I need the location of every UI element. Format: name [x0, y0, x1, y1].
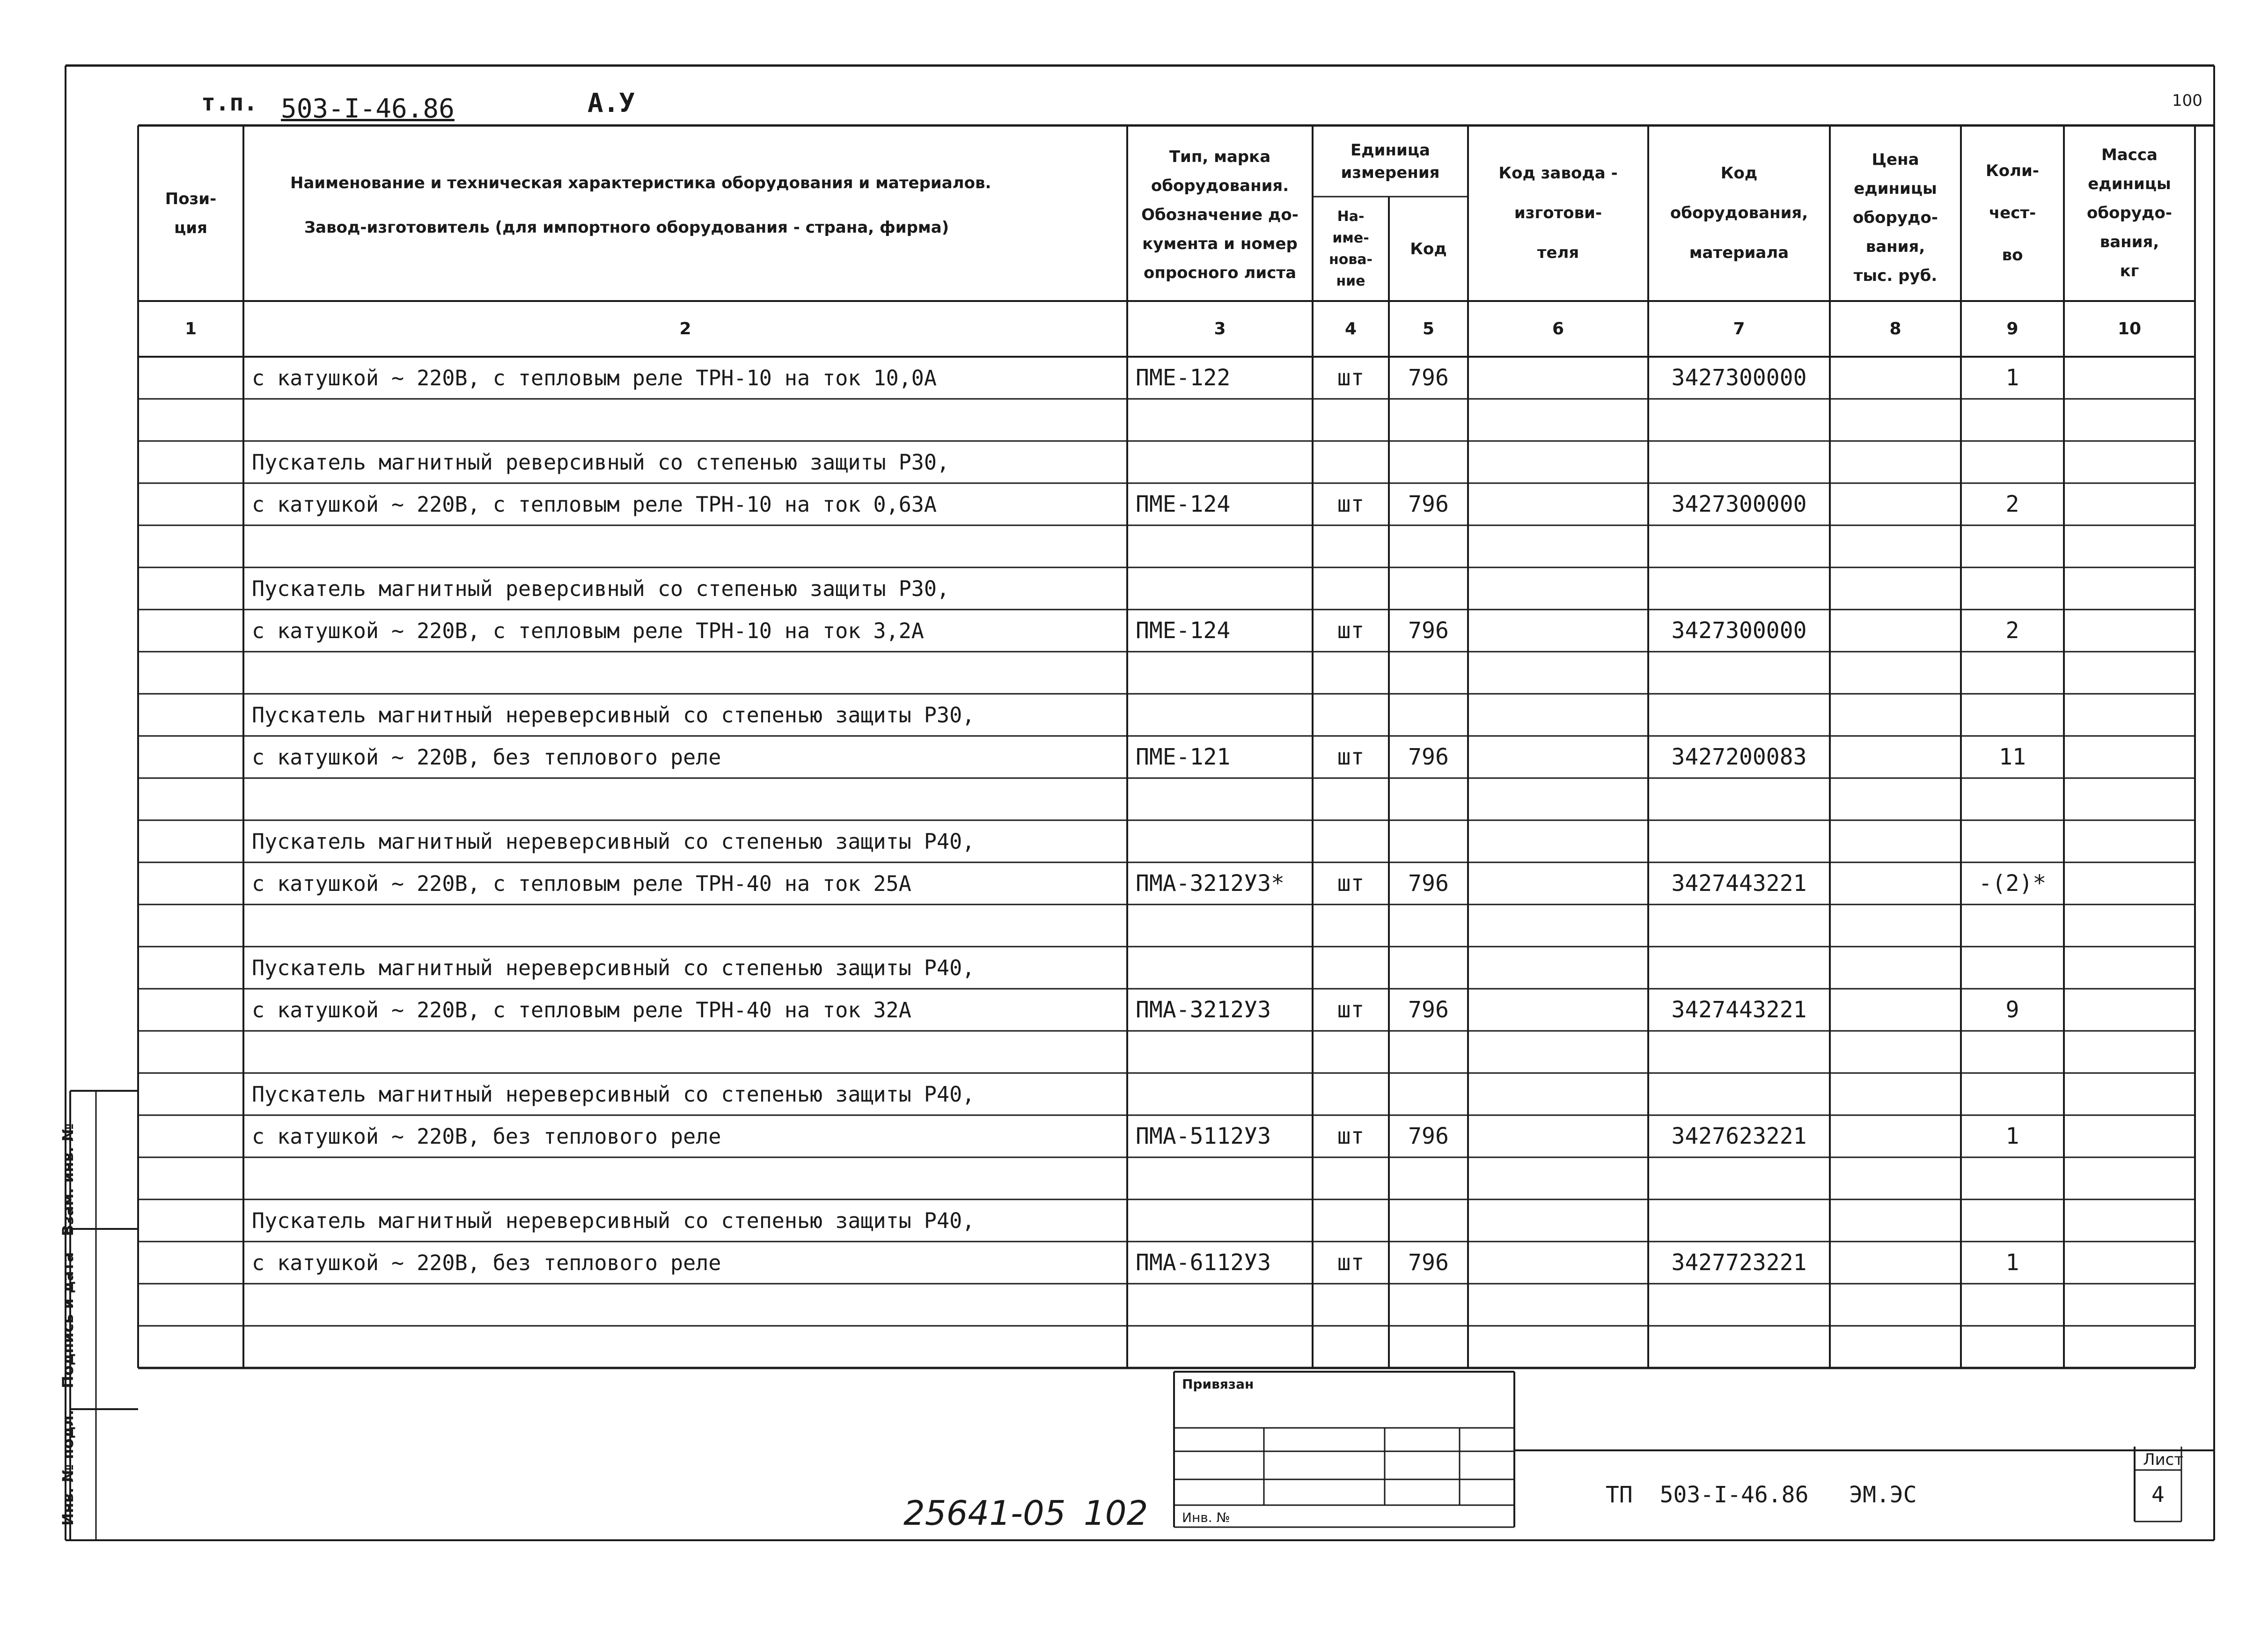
item-material-code-cell: 3427723221 [1671, 1250, 1807, 1276]
item-name-cell [252, 1031, 1127, 1073]
item-quantity-cell [1961, 441, 2064, 483]
item-name-cell [252, 778, 1127, 820]
header-unit-group: Единица измерения [1341, 141, 1440, 182]
side-label-inv: Инв. № подл. [59, 1410, 77, 1526]
item-unit-code-cell [1389, 399, 1468, 441]
item-quantity-cell: 1 [2005, 365, 2019, 391]
item-name-cell [252, 525, 1127, 567]
item-quantity-cell [1961, 904, 2064, 947]
item-material-code-cell [1648, 1199, 1830, 1242]
item-type-cell [1136, 1199, 1313, 1242]
item-name-cell: с катушкой ~ 220В, без теплового реле [252, 1250, 721, 1275]
item-name-cell: Пускатель магнитный нереверсивный со степенью защиты Р40, [252, 1081, 975, 1107]
item-unit-code-cell: 796 [1408, 744, 1449, 770]
item-unit-cell [1313, 694, 1389, 736]
item-type-cell: ПМА-3212У3 [1136, 997, 1271, 1023]
item-quantity-cell [1961, 1284, 2064, 1326]
sheet-label: Лист [2143, 1450, 2184, 1469]
title-code: ТП 503-I-46.86 ЭМ.ЭС [1606, 1482, 1917, 1508]
item-unit-cell: шт [1337, 1123, 1365, 1149]
item-type-cell [1136, 1031, 1313, 1073]
item-quantity-cell [1961, 1157, 2064, 1199]
item-unit-cell [1313, 820, 1389, 862]
item-material-code-cell: 3427300000 [1671, 491, 1807, 517]
item-unit-code-cell: 796 [1408, 1123, 1449, 1149]
item-quantity-cell: -(2)* [1978, 870, 2047, 897]
item-unit-code-cell [1389, 1073, 1468, 1115]
item-type-cell [1136, 567, 1313, 610]
item-material-code-cell [1648, 1073, 1830, 1115]
item-material-code-cell [1648, 525, 1830, 567]
item-quantity-cell: 9 [2005, 997, 2019, 1023]
side-label-vzam: Взам. инв. № [59, 1123, 77, 1236]
item-type-cell: ПМЕ-121 [1136, 744, 1231, 770]
item-unit-cell [1313, 652, 1389, 694]
header-equipment-code: Код оборудования, материала [1670, 163, 1808, 262]
item-quantity-cell: 11 [1999, 744, 2026, 770]
header-type: Тип, марка оборудования. Обозначение до- кумента и номер опросного листа [1141, 147, 1299, 282]
item-type-cell [1136, 1326, 1313, 1368]
item-name-cell: с катушкой ~ 220В, с тепловым реле ТРН-10 на ток 0,63А [252, 492, 937, 517]
item-name-cell: Пускатель магнитный нереверсивный со степенью защиты Р40, [252, 955, 975, 980]
item-unit-cell [1313, 1326, 1389, 1368]
document-number: 25641-05 [903, 1493, 1066, 1533]
side-label-podpis: Подпись и дата [59, 1252, 77, 1389]
column-number: 10 [2117, 319, 2142, 338]
item-type-cell [1136, 778, 1313, 820]
item-name-cell: с катушкой ~ 220В, без теплового реле [252, 744, 721, 770]
item-type-cell [1136, 1284, 1313, 1326]
tp-label: т.п. [201, 89, 258, 116]
column-number: 5 [1422, 319, 1435, 338]
item-unit-cell: шт [1337, 997, 1365, 1023]
item-type-cell: ПМЕ-124 [1136, 618, 1231, 644]
item-quantity-cell [1961, 399, 2064, 441]
item-type-cell [1136, 820, 1313, 862]
item-unit-code-cell: 796 [1408, 618, 1449, 644]
item-quantity-cell [1961, 694, 2064, 736]
item-type-cell [1136, 652, 1313, 694]
header-mass: Масса единицы оборудо- вания, кг [2087, 146, 2172, 280]
item-unit-code-cell [1389, 947, 1468, 989]
item-unit-code-cell [1389, 1199, 1468, 1242]
item-unit-cell [1313, 1031, 1389, 1073]
item-unit-cell [1313, 1157, 1389, 1199]
item-quantity-cell [1961, 778, 2064, 820]
item-name-cell: с катушкой ~ 220В, с тепловым реле ТРН-10 на ток 3,2А [252, 618, 924, 643]
item-quantity-cell [1961, 1326, 2064, 1368]
item-unit-code-cell [1389, 441, 1468, 483]
item-type-cell: ПМЕ-122 [1136, 365, 1231, 391]
header-position: Пози- ция [165, 189, 217, 237]
item-type-cell: ПМА-5112У3 [1136, 1123, 1271, 1149]
item-material-code-cell [1648, 1157, 1830, 1199]
item-unit-code-cell [1389, 904, 1468, 947]
item-name-cell: Пускатель магнитный нереверсивный со степенью защиты Р40, [252, 1208, 975, 1233]
item-quantity-cell [1961, 1199, 2064, 1242]
item-material-code-cell [1648, 694, 1830, 736]
item-name-cell [252, 1326, 1127, 1368]
item-type-cell [1136, 947, 1313, 989]
item-name-cell: с катушкой ~ 220В, с тепловым реле ТРН-10 на ток 10,0А [252, 365, 937, 390]
column-number: 4 [1344, 319, 1357, 338]
item-type-cell [1136, 441, 1313, 483]
column-number: 9 [2006, 319, 2018, 338]
item-unit-cell: шт [1337, 1250, 1365, 1276]
item-name-cell: с катушкой ~ 220В, с тепловым реле ТРН-40 на ток 25А [252, 871, 911, 896]
column-number: 6 [1552, 319, 1564, 338]
item-quantity-cell [1961, 567, 2064, 610]
item-unit-cell: шт [1337, 618, 1365, 644]
item-name-cell [252, 1284, 1127, 1326]
item-unit-cell [1313, 525, 1389, 567]
header-unit-name: На- име- нова- ние [1329, 208, 1373, 289]
item-unit-code-cell: 796 [1408, 997, 1449, 1023]
column-number: 2 [679, 319, 691, 338]
item-name-cell: с катушкой ~ 220В, с тепловым реле ТРН-40 на ток 32А [252, 997, 911, 1022]
corner-number: 100 [2172, 91, 2202, 110]
header-price: Цена единицы оборудо- вания, тыс. руб. [1853, 150, 1938, 285]
item-unit-code-cell: 796 [1408, 870, 1449, 897]
item-quantity-cell [1961, 525, 2064, 567]
item-quantity-cell [1961, 947, 2064, 989]
item-name-cell [252, 904, 1127, 947]
privyazan-label: Привязан [1182, 1376, 1254, 1392]
header-name-line1: Наименование и техническая характеристика оборудования и материалов. [290, 174, 991, 192]
tp-number: 503-I-46.86 [281, 94, 455, 124]
item-unit-code-cell [1389, 567, 1468, 610]
item-unit-cell [1313, 1073, 1389, 1115]
item-unit-code-cell: 796 [1408, 365, 1449, 391]
item-material-code-cell [1648, 820, 1830, 862]
item-unit-cell [1313, 778, 1389, 820]
item-material-code-cell: 3427300000 [1671, 618, 1807, 644]
item-unit-cell [1313, 441, 1389, 483]
item-unit-code-cell: 796 [1408, 491, 1449, 517]
item-unit-code-cell [1389, 652, 1468, 694]
item-material-code-cell [1648, 441, 1830, 483]
item-type-cell: ПМЕ-124 [1136, 491, 1231, 517]
item-material-code-cell [1648, 567, 1830, 610]
item-name-cell [252, 399, 1127, 441]
column-number: 8 [1889, 319, 1901, 338]
item-quantity-cell: 2 [2005, 491, 2019, 517]
item-material-code-cell [1648, 1326, 1830, 1368]
header-unit-code: Код [1410, 239, 1447, 258]
item-material-code-cell: 3427300000 [1671, 365, 1807, 391]
section-code: А.У [587, 88, 635, 118]
item-material-code-cell [1648, 947, 1830, 989]
item-quantity-cell: 2 [2005, 618, 2019, 644]
item-material-code-cell: 3427623221 [1671, 1123, 1807, 1149]
item-material-code-cell: 3427443221 [1671, 997, 1807, 1023]
item-name-cell: с катушкой ~ 220В, без теплового реле [252, 1124, 721, 1149]
header-name-line2: Завод-изготовитель (для импортного оборудования - страна, фирма) [304, 218, 949, 237]
item-material-code-cell: 3427200083 [1671, 744, 1807, 770]
item-unit-cell: шт [1337, 365, 1365, 391]
item-unit-cell [1313, 947, 1389, 989]
item-name-cell: Пускатель магнитный нереверсивный со степенью защиты Р40, [252, 829, 975, 854]
item-material-code-cell [1648, 904, 1830, 947]
item-unit-cell [1313, 567, 1389, 610]
item-unit-cell [1313, 399, 1389, 441]
column-number: 3 [1214, 319, 1226, 338]
item-material-code-cell [1648, 652, 1830, 694]
item-type-cell [1136, 399, 1313, 441]
item-unit-code-cell [1389, 1157, 1468, 1199]
item-type-cell [1136, 694, 1313, 736]
item-unit-code-cell: 796 [1408, 1250, 1449, 1276]
item-material-code-cell [1648, 778, 1830, 820]
item-quantity-cell: 1 [2005, 1123, 2019, 1149]
item-type-cell [1136, 525, 1313, 567]
item-material-code-cell [1648, 1284, 1830, 1326]
sheet-number: 4 [2151, 1482, 2165, 1507]
item-material-code-cell [1648, 399, 1830, 441]
item-unit-cell [1313, 1284, 1389, 1326]
item-type-cell: ПМА-3212У3* [1136, 870, 1284, 897]
item-name-cell [252, 1157, 1127, 1199]
item-type-cell: ПМА-6112У3 [1136, 1250, 1271, 1276]
column-number: 7 [1733, 319, 1745, 338]
item-name-cell: Пускатель магнитный нереверсивный со степенью защиты Р30, [252, 702, 975, 728]
item-unit-cell: шт [1337, 744, 1365, 770]
item-type-cell [1136, 1157, 1313, 1199]
item-quantity-cell [1961, 1073, 2064, 1115]
inv-number-label: Инв. № [1182, 1510, 1230, 1525]
item-unit-code-cell [1389, 1326, 1468, 1368]
item-material-code-cell: 3427443221 [1671, 870, 1807, 897]
header-quantity: Коли- чест- во [1986, 162, 2039, 265]
item-unit-code-cell [1389, 694, 1468, 736]
item-quantity-cell [1961, 820, 2064, 862]
item-material-code-cell [1648, 1031, 1830, 1073]
item-type-cell [1136, 1073, 1313, 1115]
header-factory-code: Код завода - изготови- теля [1498, 163, 1618, 262]
item-unit-code-cell [1389, 820, 1468, 862]
item-name-cell: Пускатель магнитный реверсивный со степенью защиты Р30, [252, 576, 950, 601]
item-unit-cell [1313, 904, 1389, 947]
item-unit-code-cell [1389, 778, 1468, 820]
item-quantity-cell [1961, 652, 2064, 694]
item-unit-code-cell [1389, 1031, 1468, 1073]
item-unit-cell: шт [1337, 491, 1365, 517]
item-quantity-cell: 1 [2005, 1250, 2019, 1276]
item-unit-cell [1313, 1199, 1389, 1242]
item-name-cell [252, 652, 1127, 694]
column-number: 1 [184, 319, 197, 338]
item-unit-code-cell [1389, 525, 1468, 567]
item-unit-cell: шт [1337, 870, 1365, 897]
item-unit-code-cell [1389, 1284, 1468, 1326]
item-quantity-cell [1961, 1031, 2064, 1073]
document-page: 102 [1084, 1493, 1148, 1533]
item-name-cell: Пускатель магнитный реверсивный со степенью защиты Р30, [252, 449, 950, 475]
item-type-cell [1136, 904, 1313, 947]
